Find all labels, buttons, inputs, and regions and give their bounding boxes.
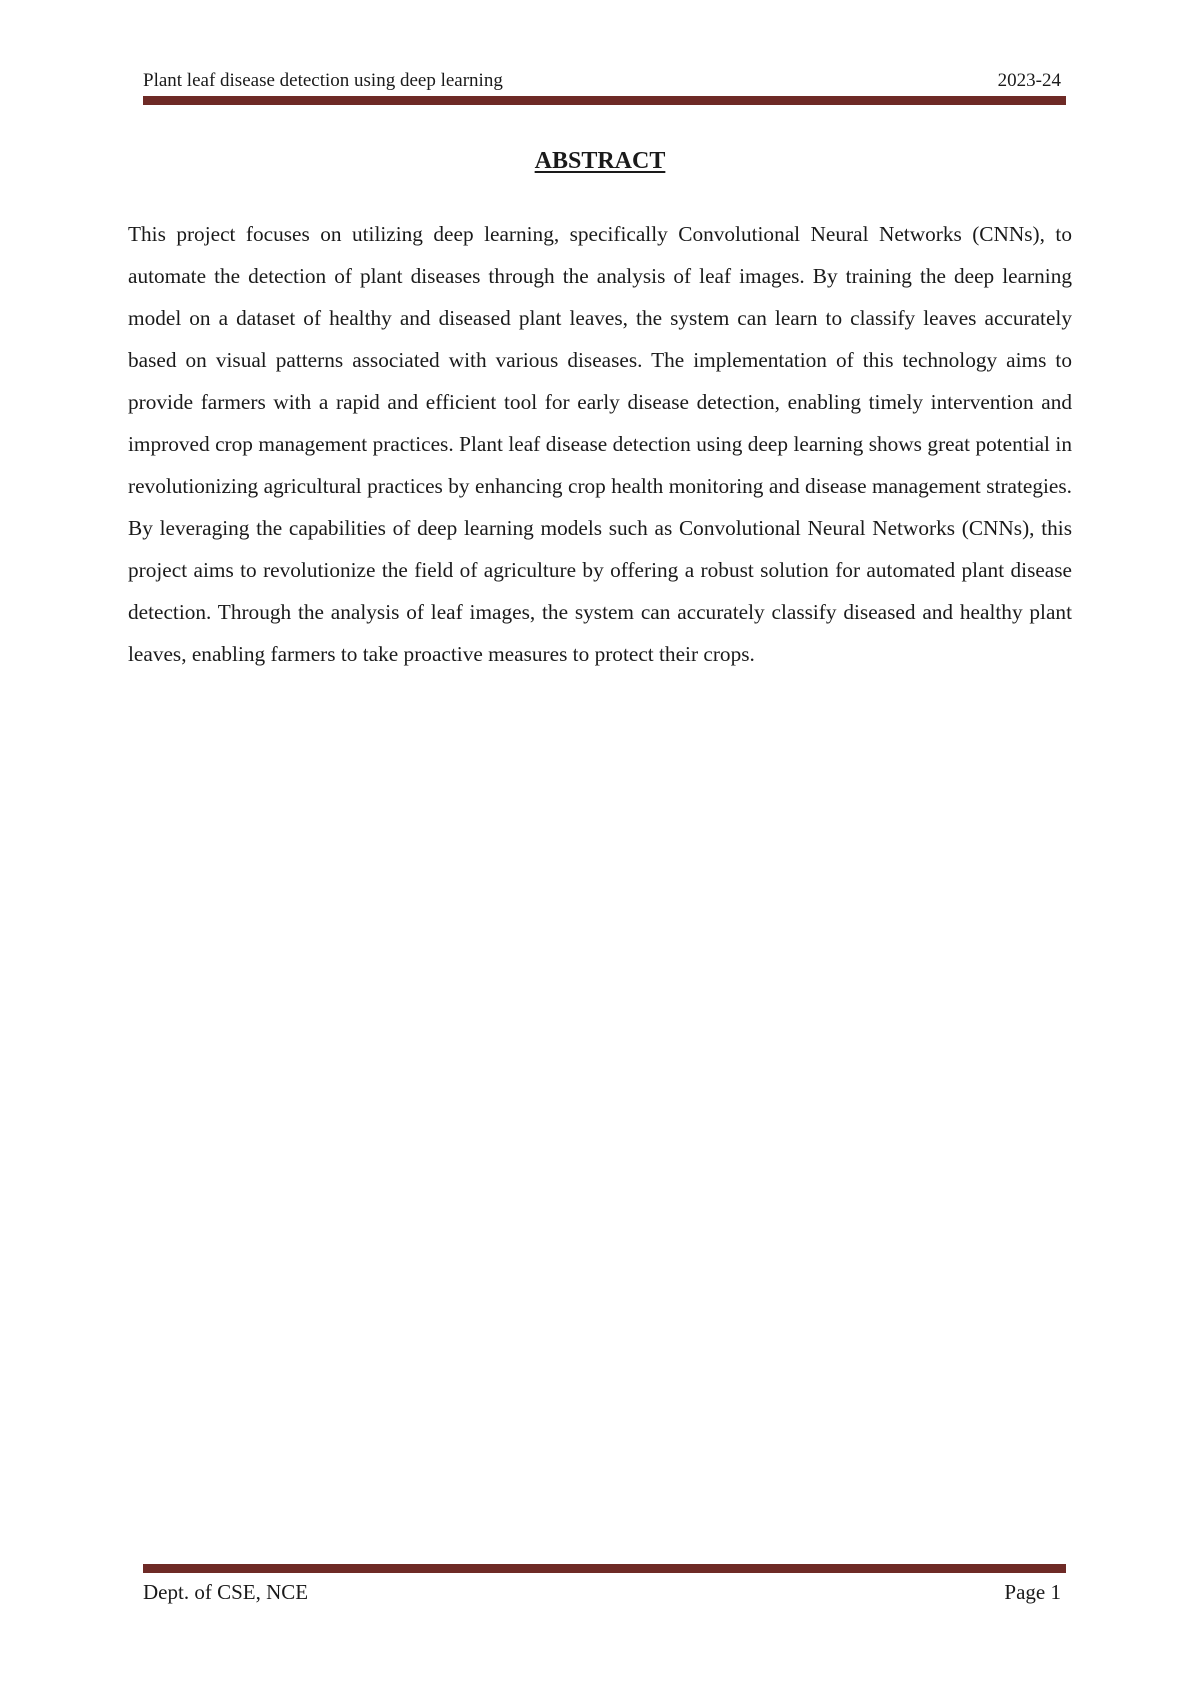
footer-rule	[143, 1564, 1066, 1573]
page-number: Page 1	[1004, 1580, 1061, 1604]
header-rule	[143, 96, 1066, 105]
abstract-heading: ABSTRACT	[534, 148, 666, 174]
abstract-paragraph: This project focuses on utilizing deep learning, specifically Convolutional Neural Networks (CNNs), to automate the detection of plant diseases through the analysis of leaf images. By training the deep learning model on a dataset of healthy and diseased plant leaves, the system can learn to classify leaves accurately based on visual patterns associated with various diseases. The implementation of this technology aims to provide farmers with a rapid and efficient tool for early disease detection, enabling timely intervention and improved crop management practices. Plant leaf disease detection using deep learning shows great potential in revolutionizing agricultural practices by enhancing crop health monitoring and disease management strategies. By leveraging the capabilities of deep learning models such as Convolutional Neural Networks (CNNs), this project aims to revolutionize the field of agriculture by offering a robust solution for automated plant disease detection. Through the analysis of leaf images, the system can accurately classify diseased and healthy plant leaves, enabling farmers to take proactive measures to protect their crops.	[128, 222, 1072, 666]
header-year: 2023-24	[997, 70, 1061, 91]
header-title: Plant leaf disease detection using deep learning	[143, 70, 503, 91]
footer-department: Dept. of CSE, NCE	[143, 1580, 309, 1604]
page-header	[143, 70, 1066, 94]
page-footer	[143, 1580, 1066, 1608]
